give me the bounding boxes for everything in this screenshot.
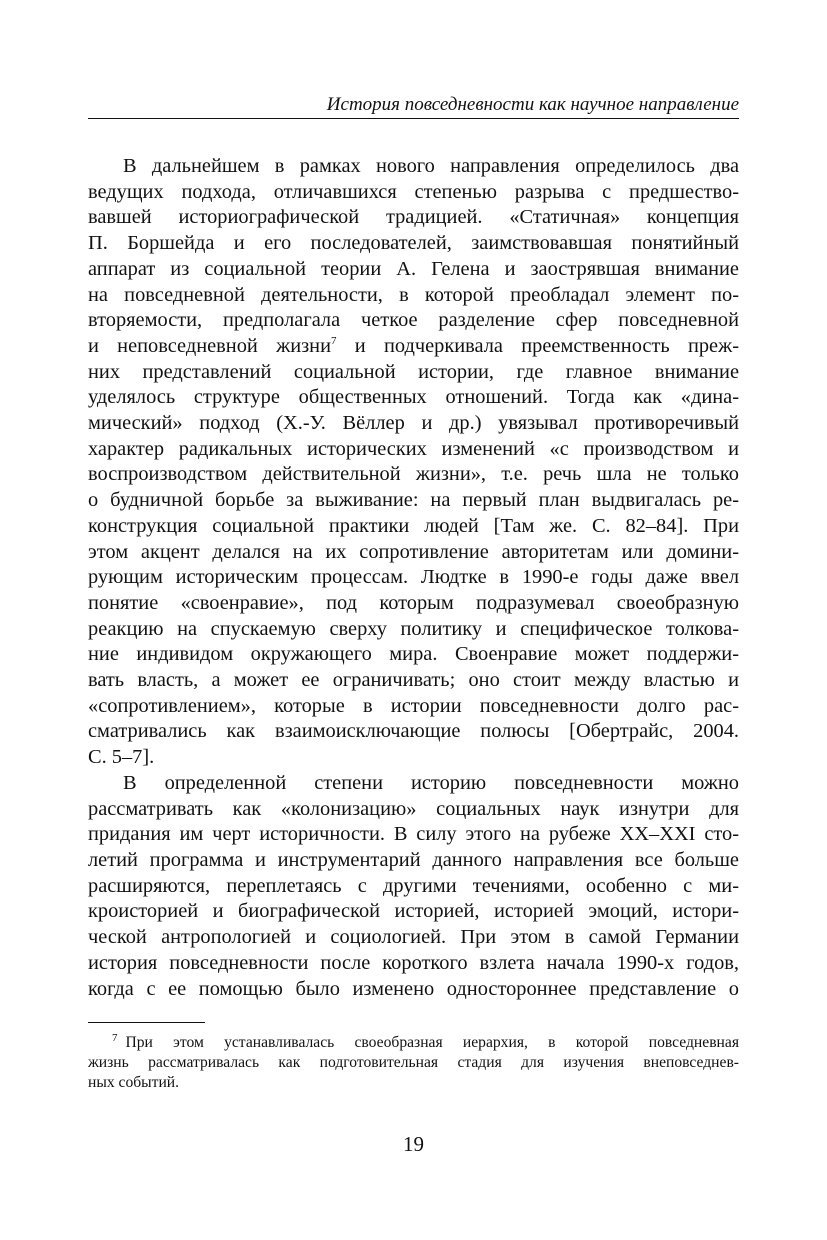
text-fragment: и подчеркивала преемственность преж- [354,334,739,357]
paragraph-2 [88,771,739,1002]
footnote [88,1033,739,1093]
footnote-text: При этом устанавливалась своеобразная иерархия, в которой повседневная [125,1034,739,1051]
text-line: история повседневности после короткого взлета начала 1990-х годов, [88,951,739,974]
text-line: конструкция социальной практики людей [Там же. С. 82–84]. При [88,514,739,537]
text-line: аппарат из социальной теории А. Гелена и заострявшая внимание [88,257,739,280]
text-line: уделялось структуре общественных отношений. Тогда как «дина- [88,386,739,409]
footnote-number: 7 [112,1031,118,1044]
text-line: кроисторией и биографической историей, историей эмоций, истори- [88,900,739,923]
header-rule [88,118,739,119]
running-head: История повседневности как научное направление [326,94,739,115]
page-number: 19 [403,1132,424,1156]
text-line: П. Боршейда и его последователей, заимствовавшая понятийный [88,232,739,255]
text-line: вать власть, а может ее ограничивать; оно стоит между властью и [88,669,739,692]
text-line: сматривались как взаимоисключающие полюсы [Обертрайс, 2004. [88,720,739,743]
text-line: С. 5–7]. [88,746,155,769]
text-line: «сопротивлением», которые в истории повседневности долго рас- [88,694,739,717]
text-line: мический» подход (Х.-У. Вёллер и др.) увязывал противоречивый [88,412,739,435]
text-line-with-footnote [88,334,739,360]
text-line: воспроизводством действительной жизни», т.е. речь шла не только [88,463,739,486]
body-text [88,154,739,1002]
footnote-reference[interactable]: 7 [330,335,337,348]
text-line: рассматривать как «колонизацию» социальных наук изнутри для [88,797,739,820]
footnote-rule [88,1022,205,1023]
text-line: придания им черт историчности. В силу этого на рубеже XX–XXI сто- [88,823,739,846]
footnote-line [88,1033,739,1053]
footnote-line: жизнь рассматривалась как подготовительная стадия для изучения внеповседнев- [88,1054,739,1071]
text-line: летий программа и инструментарий данного направления все больше [88,848,739,871]
text-line: В дальнейшем в рамках нового направления определилось два [123,155,739,177]
text-line: понятие «своенравие», под которым подразумевал своеобразную [88,591,739,614]
text-line: реакцию на спускаемую сверху политику и специфическое толкова- [88,617,739,640]
text-line: этом акцент делался на их сопротивление авторитетам или домини- [88,540,739,563]
text-line: них представлений социальной истории, где главное внимание [88,360,739,383]
text-line: о будничной борьбе за выживание: на первый план выдвигалась ре- [88,489,739,512]
text-line: расширяются, переплетаясь с другими течениями, особенно с ми- [88,874,739,897]
text-fragment: и неповседневной жизни [88,334,331,357]
text-line: ведущих подхода, отличавшихся степенью разрыва с предшество- [88,180,739,203]
text-line: когда с ее помощью было изменено одностороннее представление о [88,977,739,1000]
text-line: рующим историческим процессам. Людтке в 1990-е годы даже ввел [88,566,739,589]
paragraph-1 [88,154,739,771]
text-line: характер радикальных исторических изменений «с производством и [88,437,739,460]
text-line: на повседневной деятельности, в которой преобладал элемент по- [88,283,739,306]
text-line: В определенной степени историю повседневности можно [123,771,739,794]
text-line: вавшей историографической традицией. «Статичная» концепция [88,206,739,229]
text-line: ческой антропологией и социологией. При этом в самой Германии [88,926,739,949]
text-line: вторяемости, предполагала четкое разделение сфер повседневной [88,309,739,332]
text-line: ние индивидом окружающего мира. Своенравие может поддержи- [88,643,739,666]
footnote-line: ных событий. [88,1074,180,1091]
